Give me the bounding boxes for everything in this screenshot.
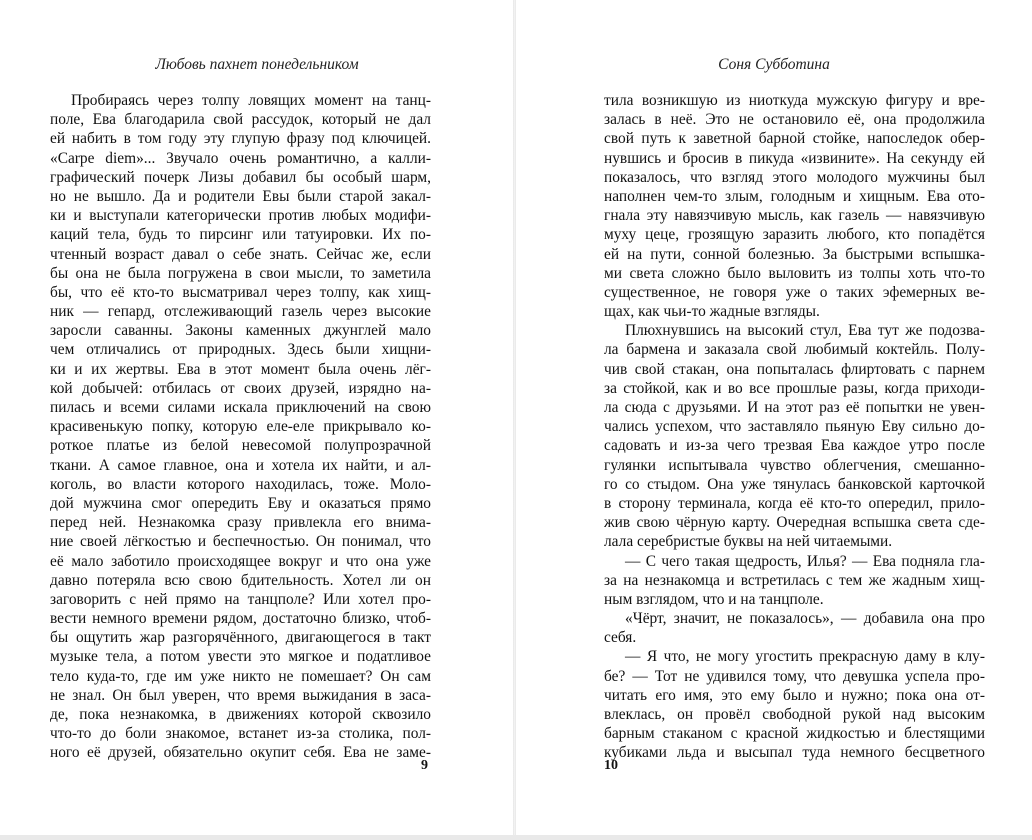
text-line: существенное, не говоря уже о таких эфемерных ве- <box>604 283 985 301</box>
text-line: ткани. А самое главное, она и хотела их найти, и ал- <box>50 456 431 474</box>
text-line: в сторону терминала, когда её кто-то опередил, прило- <box>604 494 985 512</box>
text-line: свой путь к заветной барной стойке, напоследок обер- <box>604 130 985 148</box>
text-line: чем отличались от природных. Здесь были хищни- <box>50 341 431 359</box>
text-line: лала серебристые буквы на ней читаемыми. <box>604 533 893 551</box>
text-line: ки и выступали категорически против любых модифи- <box>50 207 431 225</box>
text-line: но не вышло. Да и родители Евы были старой закал- <box>50 187 431 205</box>
text-line: ей набить в том году эту глупую фразу под ключицей. <box>50 130 431 148</box>
text-line: жив свою чёрную карту. Очередная вспышка света сде- <box>604 514 985 532</box>
text-line: чив свой стакан, она попыталась флиртовать с парнем <box>604 360 985 378</box>
text-line: кой добычей: отбилась от своих друзей, изрядно на- <box>50 379 431 397</box>
text-line: ние своей лёгкостью и беспечностью. Он понимал, что <box>50 533 431 551</box>
page-number-left: 9 <box>421 758 428 773</box>
text-line: гнала эту навязчивую мысль, как газель — навязчивую <box>604 207 985 225</box>
text-line: показалось, что взгляд этого молодого мужчины был <box>604 168 985 186</box>
text-line: давно потеряла всю свою бдительность. Хотел ли он <box>50 571 431 589</box>
text-line: ми света сложно было выловить из толпы хоть что-то <box>604 264 985 282</box>
text-line: за стойкой, как и во все прошлые разы, когда приходи- <box>604 379 985 397</box>
text-line: залась в неё. Это не остановило её, она продолжила <box>604 111 985 129</box>
right-page-text <box>604 91 985 763</box>
text-line: ла сюда с друзьями. И на этот раз её попытки не увен- <box>604 399 985 416</box>
text-line: роткое платье из белой невесомой полупрозрачной <box>50 437 431 455</box>
text-line: садовать и из-за чего трезвая Ева каждое утро после <box>604 437 985 455</box>
text-line: каций тела, будь то пирсинг или татуировки. Их по- <box>50 226 431 244</box>
text-line: музыке тела, а потом увести это мягкое и податливое <box>50 648 431 666</box>
text-line: «Чёрт, значит, не показалось», — добавила она про <box>625 610 985 628</box>
running-head-author: Соня Субботина <box>718 56 830 73</box>
page-number-right: 10 <box>604 758 618 773</box>
text-line: ным взглядом, что и на танцполе. <box>604 590 824 608</box>
text-line: бе? — Тот не удивился тому, что девушка успела про- <box>604 667 985 685</box>
text-line: «Carpe diem»... Звучало очень романтично, а калли- <box>50 149 431 167</box>
text-line: муху цеце, грозящую заразить любого, кто попадётся <box>604 226 985 244</box>
text-line: гулянки испытывала чувство облегчения, смешанно- <box>604 456 985 474</box>
text-line: влеклась, он провёл свободной рукой над высоким <box>604 706 985 723</box>
text-line: себя. <box>604 629 637 647</box>
text-line: Пробираясь через толпу ловящих момент на танц- <box>71 92 431 109</box>
text-line: тело куда-то, где им уже никто не помешает? Он сам <box>50 667 431 685</box>
text-line: красивенькую попку, которую еле-еле прикрывало ко- <box>50 418 431 436</box>
text-line: не знал. Он был уверен, что время выжидания в заса- <box>50 686 431 704</box>
text-line: го со стыдом. Она уже тянулась банковской карточкой <box>604 475 985 493</box>
text-line: — Я что, не могу угостить прекрасную даму в клу- <box>625 648 985 666</box>
text-line: ки и их жертвы. Ева в этот момент была очень лёг- <box>50 360 431 378</box>
text-line: её мало заботило происходящее вокруг и что она уже <box>50 552 431 570</box>
text-line: наполнен чем-то злым, голодным и хищным. Ева ото- <box>604 187 985 205</box>
text-line: барным стаканом с красной жидкостью и блестящими <box>604 725 985 743</box>
text-line: Плюхнувшись на высокий стул, Ева тут же подозва- <box>625 322 985 340</box>
text-line: бы, что её кто-то высматривал через толпу, как хищ- <box>50 283 431 301</box>
text-line: читать его имя, это ему было и нужно; пока она от- <box>604 686 985 704</box>
text-line: кубиками льда и высыпал туда немного бесцветного <box>604 744 985 762</box>
text-line: дой мужчина смог опередить Еву и оказаться прямо <box>50 494 431 512</box>
text-line: ла бармена и заказала свой любимый коктейль. Полу- <box>604 341 985 359</box>
text-line: пилась и всеми силами искала приключений на свою <box>50 399 431 416</box>
text-line: графический почерк Лизы добавил бы особый шарм, <box>50 168 431 186</box>
left-page-text <box>50 91 431 763</box>
text-line: нувшись и бросив в пикуда «извините». На секунду ей <box>604 149 985 167</box>
text-line: что-то до боли знакомое, встанет из-за столика, пол- <box>50 725 431 743</box>
text-line: поле, Ева благодарила свой рассудок, который не дал <box>50 111 431 129</box>
text-line: ник — гепард, отслеживающий газель через высокие <box>50 303 431 321</box>
text-line: заросли саванны. Законы каменных джунглей мало <box>50 322 431 340</box>
text-line: де, пока незнакомка, в движениях которой сквозило <box>50 706 431 723</box>
text-line: ного её друзей, обязательно окупит себя. Ева не заме- <box>50 744 431 762</box>
text-line: заговорить с ней прямо на танцполе? Или хотел про- <box>50 590 431 608</box>
text-line: коголь, во власти которого находилась, тоже. Моло- <box>50 475 431 493</box>
text-line: бы ощутить жар разгорячённого, двигающегося в такт <box>50 629 431 647</box>
text-line: тила возникшую из ниоткуда мужскую фигуру и вре- <box>604 92 985 109</box>
text-line: ей на пути, сонной болезнью. За быстрыми вспышка- <box>604 245 985 263</box>
left-page <box>0 0 514 836</box>
text-line: чались успехом, что заставляло пьяную Еву сильно до- <box>604 418 985 436</box>
text-line: перед ней. Незнакомка сразу привлекла его внима- <box>50 514 431 532</box>
text-line: — С чего такая щедрость, Илья? — Ева подняла гла- <box>625 552 985 570</box>
text-line: вести немного времени рядом, достаточно близко, чтоб- <box>50 610 431 628</box>
text-line: щах, как чьи-то жадные взгляды. <box>604 303 820 321</box>
bottom-edge <box>0 835 1032 840</box>
text-line: чтенный возраст давал о себе знать. Сейчас же, если <box>50 245 431 263</box>
right-page <box>516 0 1032 836</box>
text-line: за на незнакомца и встретилась с тем же жадным хищ- <box>604 571 985 589</box>
text-line: бы она не была погружена в свои мысли, то заметила <box>50 264 431 282</box>
running-head-book-title: Любовь пахнет понедельником <box>155 56 359 73</box>
